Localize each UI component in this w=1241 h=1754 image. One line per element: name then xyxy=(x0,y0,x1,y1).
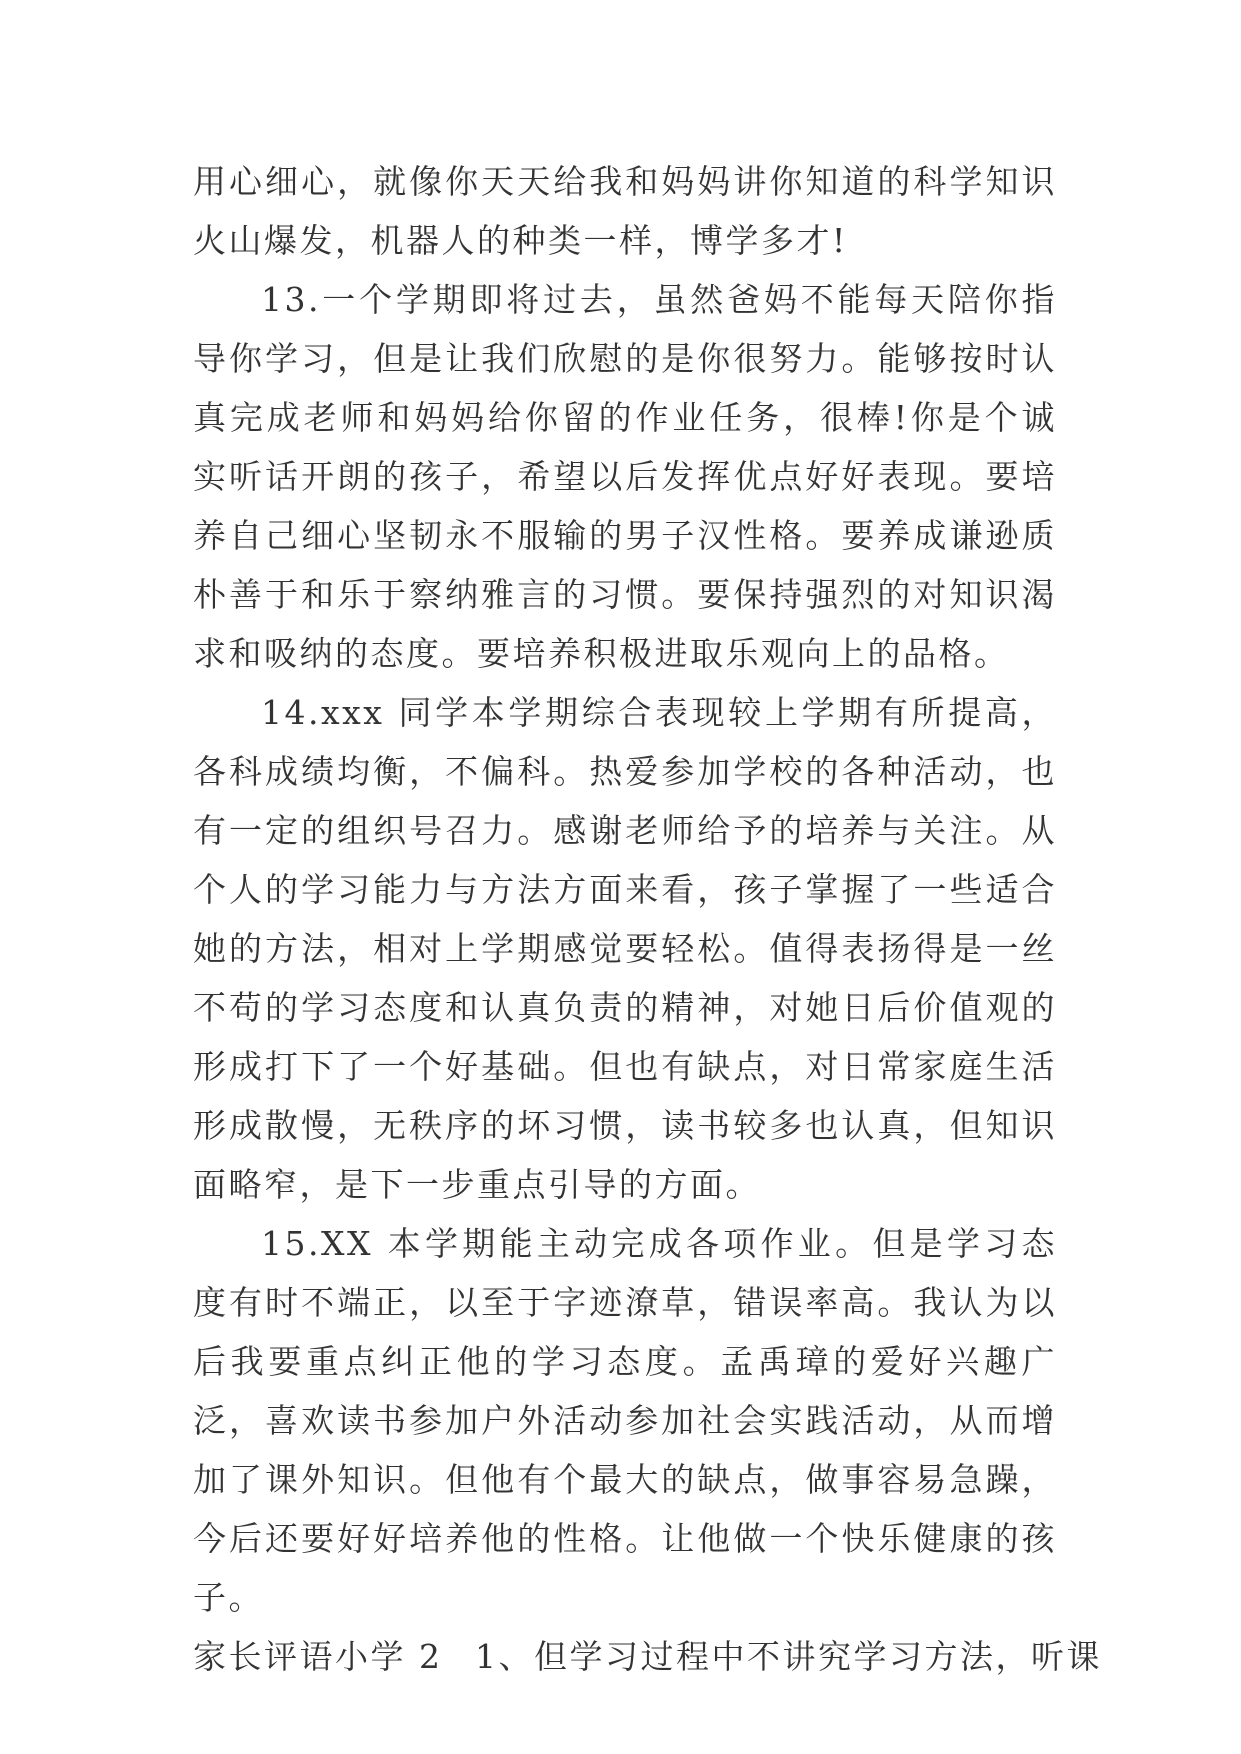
section-heading: 家长评语小学 2 xyxy=(193,1637,443,1676)
paragraph-continued: 用心细心，就像你天天给我和妈妈讲你知道的科学知识火山爆发，机器人的种类一样，博学多才! xyxy=(193,162,1057,260)
paragraph-14: 14.xxx 同学本学期综合表现较上学期有所提高，各科成绩均衡，不偏科。热爱参加学校的各种活动，也有一定的组织号召力。感谢老师给予的培养与关注。从个人的学习能力与方法方面来看，孩子掌握了一些适合她的方法，相对上学期感觉要轻松。值得表扬得是一丝不苟的学习态度和认真负责的精神，对她日后价值观的形成打下了一个好基础。但也有缺点，对日常家庭生活形成散慢，无秩序的坏习惯，读书较多也认真，但知识面略窄，是下一步重点引导的方面。 xyxy=(193,693,1057,1204)
section-first-line: 1、但学习过程中不讲究学习方法，听课 xyxy=(475,1637,1102,1676)
paragraph-13: 13.一个学期即将过去，虽然爸妈不能每天陪你指导你学习，但是让我们欣慰的是你很努力。能够按时认真完成老师和妈妈给你留的作业任务，很棒!你是个诚实听话开朗的孩子，希望以后发挥优点好好表现。要培养自己细心坚韧永不服输的男子汉性格。要养成谦逊质朴善于和乐于察纳雅言的习惯。要保持强烈的对知识渴求和吸纳的态度。要培养积极进取乐观向上的品格。 xyxy=(193,280,1057,673)
section-line xyxy=(193,1627,1102,1686)
document-page xyxy=(193,152,1102,1686)
paragraph-15: 15.XX 本学期能主动完成各项作业。但是学习态度有时不端正，以至于字迹潦草，错误率高。我认为以后我要重点纠正他的学习态度。孟禹璋的爱好兴趣广泛，喜欢读书参加户外活动参加社会实践活动，从而增加了课外知识。但他有个最大的缺点，做事容易急躁，今后还要好好培养他的性格。让他做一个快乐健康的孩子。 xyxy=(193,1224,1057,1617)
